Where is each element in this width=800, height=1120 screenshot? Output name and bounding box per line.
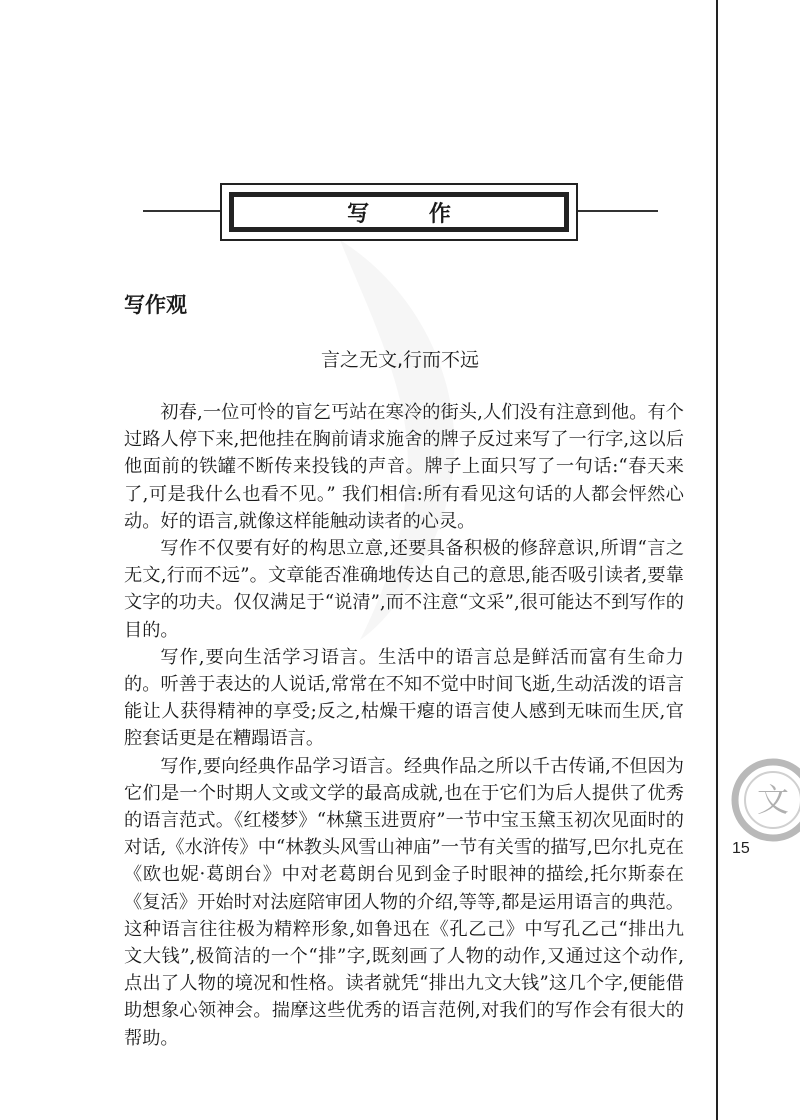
paragraph: 写作,要向生活学习语言。生活中的语言总是鲜活而富有生命力的。听善于表达的人说话,常常在不知不觉中时间飞逝,生动活泼的语言能让人获得精神的享受;反之,枯燥干瘪的语言使人感到无味而生厌,官腔套话更是在糟蹋语言。 [124, 646, 684, 750]
page-number: 15 [732, 840, 750, 857]
chapter-banner-inner [229, 192, 569, 232]
paragraph: 初春,一位可怜的盲乞丐站在寒冷的街头,人们没有注意到他。有个过路人停下来,把他挂在胸前请求施舍的牌子反过来写了一行字,这以后他面前的铁罐不断传来投钱的声音。牌子上面只写了一句话:“春天来了,可是我什么也看不见。” 我们相信:所有看见这句话的人都会怦然心动。好的语言,就像这样能触动读者的心灵。 [124, 402, 684, 532]
chapter-title: 写 作 [347, 201, 477, 227]
header-rule-left [143, 210, 220, 212]
header-rule-right [578, 210, 658, 212]
chapter-banner [220, 183, 578, 241]
svg-text:文: 文 [756, 781, 790, 819]
side-margin [718, 0, 800, 1120]
section-heading: 写作观 [124, 293, 187, 317]
wen-seal-icon [728, 755, 800, 845]
paragraph: 写作,要向经典作品学习语言。经典作品之所以千古传诵,不但因为它们是一个时期人文或文学的最高成就,也在于它们为后人提供了优秀的语言范式。《红楼梦》“林黛玉进贾府”一节中宝玉黛玉初次见面时的对话,《水浒传》中“林教头风雪山神庙”一节有关雪的描写,巴尔扎克在《欧也妮·葛朗台》中对老葛朗台见到金子时眼神的描绘,托尔斯泰在《复活》开始时对法庭陪审团人物的介绍,等等,都是运用语言的典范。这种语言往往极为精粹形象,如鲁迅在《孔乙己》中写孔乙己“排出九文大钱”,极简洁的一个“排”字,既刻画了人物的动作,又通过这个动作,点出了人物的境况和性格。读者就凭“排出九文大钱”这几个字,便能借助想象心领神会。揣摩这些优秀的语言范例,对我们的写作会有很大的帮助。 [124, 755, 684, 1049]
article-title: 言之无文,行而不远 [320, 349, 480, 371]
paragraph: 写作不仅要有好的构思立意,还要具备积极的修辞意识,所谓“言之无文,行而不远”。文章能否准确地传达自己的意思,能否吸引读者,要靠文字的功夫。仅仅满足于“说清”,而不注意“文采”,很可能达不到写作的目的。 [124, 538, 684, 641]
article-body [124, 399, 684, 1052]
